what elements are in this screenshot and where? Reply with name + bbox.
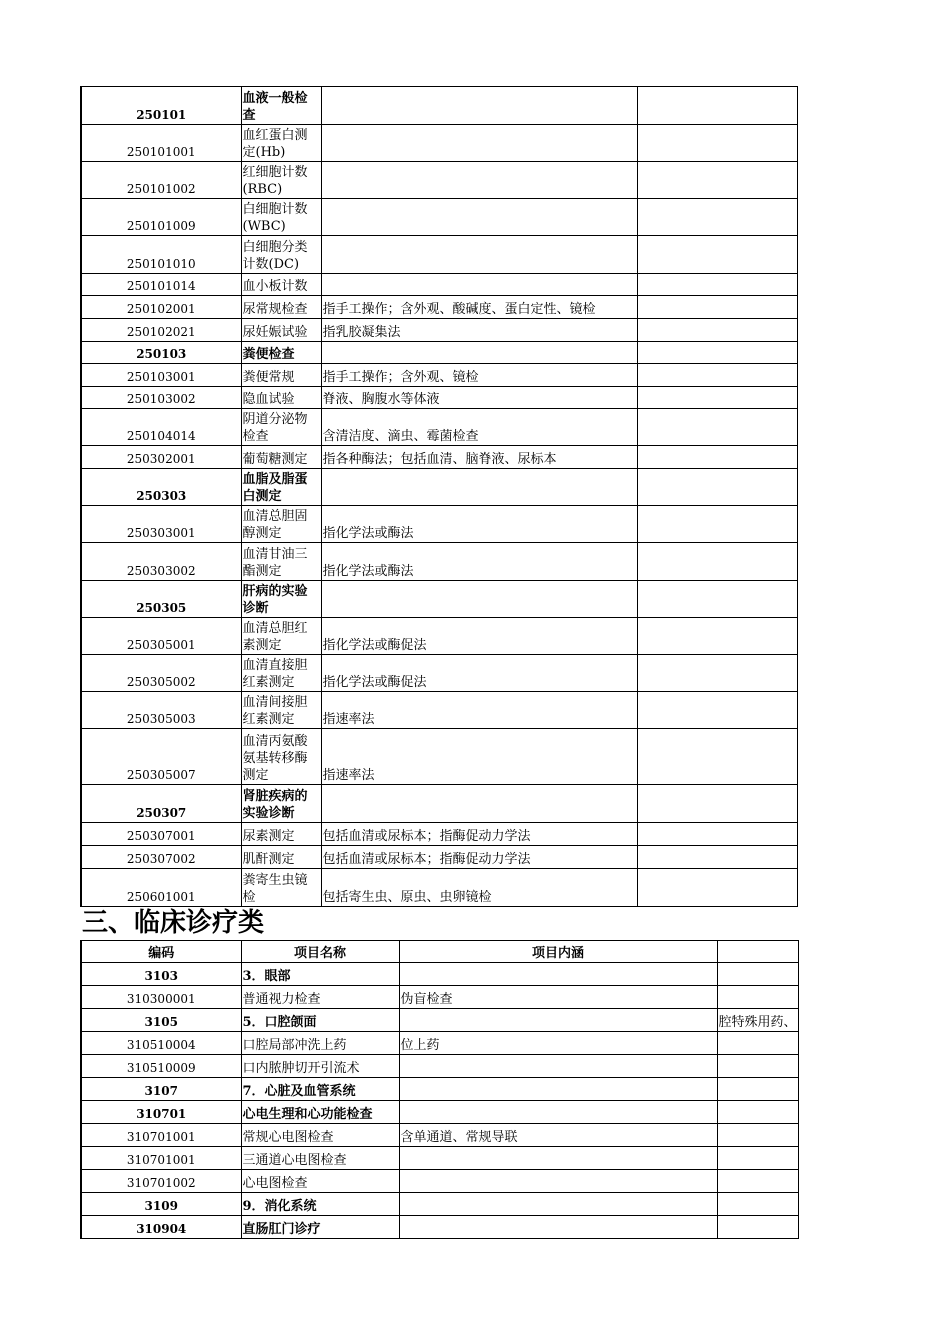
cell-extra <box>637 87 797 125</box>
cell-name: 血清总胆红素测定 <box>241 618 321 655</box>
cell-name: 隐血试验 <box>241 387 321 409</box>
header-extra <box>717 941 798 963</box>
cell-extra: 腔特殊用药、 <box>717 1009 798 1032</box>
cell-content: 指乳胶凝集法 <box>321 319 637 342</box>
section-title: 三、临床诊疗类 <box>82 908 265 938</box>
cell-content: 含单通道、常规导联 <box>399 1124 717 1147</box>
cell-content <box>399 963 717 986</box>
cell-name: 红细胞计数(RBC) <box>241 162 321 199</box>
cell-extra <box>637 729 797 785</box>
cell-code: 310904 <box>81 1216 241 1239</box>
cell-extra <box>637 199 797 236</box>
cell-content <box>399 1009 717 1032</box>
cell-name: 血清直接胆红素测定 <box>241 655 321 692</box>
cell-code: 250101009 <box>81 199 241 236</box>
table-row <box>81 823 797 846</box>
cell-content <box>321 469 637 506</box>
cell-content: 伪盲检查 <box>399 986 717 1009</box>
cell-name: 肝病的实验诊断 <box>241 581 321 618</box>
cell-code: 250601001 <box>81 869 241 907</box>
cell-name: 心电生理和心功能检查 <box>241 1101 399 1124</box>
cell-code: 250101010 <box>81 236 241 274</box>
cell-name: 血清总胆固醇测定 <box>241 506 321 543</box>
cell-content: 指化学法或酶法 <box>321 506 637 543</box>
cell-content <box>321 199 637 236</box>
cell-extra <box>637 236 797 274</box>
header-name: 项目名称 <box>241 941 399 963</box>
cell-extra <box>717 1193 798 1216</box>
cell-extra <box>637 543 797 581</box>
cell-name: 血红蛋白测定(Hb) <box>241 125 321 162</box>
cell-name: 粪便检查 <box>241 342 321 364</box>
cell-content: 指速率法 <box>321 692 637 729</box>
cell-extra <box>637 581 797 618</box>
table-row <box>81 1055 798 1078</box>
cell-content <box>399 1216 717 1239</box>
cell-content <box>321 581 637 618</box>
header-row <box>81 941 798 963</box>
cell-extra <box>717 1032 798 1055</box>
cell-extra <box>637 823 797 846</box>
table-row <box>81 387 797 409</box>
cell-code: 250103001 <box>81 364 241 387</box>
cell-content <box>321 125 637 162</box>
cell-name: 7．心脏及血管系统 <box>241 1078 399 1101</box>
cell-name: 3．眼部 <box>241 963 399 986</box>
table-row <box>81 581 797 618</box>
cell-extra <box>637 409 797 446</box>
cell-code: 3103 <box>81 963 241 986</box>
table-row <box>81 618 797 655</box>
cell-code: 250303 <box>81 469 241 506</box>
cell-code: 250305007 <box>81 729 241 785</box>
cell-code: 250101002 <box>81 162 241 199</box>
cell-code: 250103 <box>81 342 241 364</box>
table-row <box>81 342 797 364</box>
cell-name: 尿妊娠试验 <box>241 319 321 342</box>
table-row <box>81 1216 798 1239</box>
cell-extra <box>637 125 797 162</box>
cell-content: 指速率法 <box>321 729 637 785</box>
cell-name: 常规心电图检查 <box>241 1124 399 1147</box>
cell-extra <box>637 162 797 199</box>
cell-code: 250303002 <box>81 543 241 581</box>
cell-extra <box>717 1124 798 1147</box>
table-row <box>81 1078 798 1101</box>
cell-content <box>321 87 637 125</box>
cell-code: 250307 <box>81 785 241 823</box>
cell-content <box>399 1055 717 1078</box>
table-row <box>81 986 798 1009</box>
cell-name: 肾脏疾病的实验诊断 <box>241 785 321 823</box>
cell-extra <box>637 319 797 342</box>
cell-code: 310510004 <box>81 1032 241 1055</box>
cell-extra <box>637 469 797 506</box>
cell-code: 250102021 <box>81 319 241 342</box>
cell-content: 指化学法或酶促法 <box>321 655 637 692</box>
cell-content: 脊液、胸腹水等体液 <box>321 387 637 409</box>
cell-content: 包括血清或尿标本；指酶促动力学法 <box>321 823 637 846</box>
cell-name: 口腔局部冲洗上药 <box>241 1032 399 1055</box>
table-row <box>81 364 797 387</box>
table-row <box>81 655 797 692</box>
cell-code: 3109 <box>81 1193 241 1216</box>
cell-code: 3105 <box>81 1009 241 1032</box>
cell-extra <box>637 506 797 543</box>
table-row <box>81 543 797 581</box>
cell-code: 310701001 <box>81 1124 241 1147</box>
cell-name: 普通视力检查 <box>241 986 399 1009</box>
cell-content <box>321 274 637 296</box>
table-row <box>81 785 797 823</box>
cell-name: 肌酐测定 <box>241 846 321 869</box>
cell-content <box>399 1193 717 1216</box>
cell-code: 250305 <box>81 581 241 618</box>
cell-name: 9．消化系统 <box>241 1193 399 1216</box>
lab-test-table <box>80 86 798 907</box>
cell-code: 250303001 <box>81 506 241 543</box>
cell-extra <box>637 869 797 907</box>
cell-name: 白细胞计数(WBC) <box>241 199 321 236</box>
cell-name: 心电图检查 <box>241 1170 399 1193</box>
cell-content: 指化学法或酶促法 <box>321 618 637 655</box>
table-row <box>81 1032 798 1055</box>
table-row <box>81 1124 798 1147</box>
cell-extra <box>717 1216 798 1239</box>
table-row <box>81 409 797 446</box>
table-row <box>81 1170 798 1193</box>
cell-name: 三通道心电图检查 <box>241 1147 399 1170</box>
cell-extra <box>637 785 797 823</box>
cell-name: 葡萄糖测定 <box>241 446 321 469</box>
cell-content <box>321 236 637 274</box>
cell-name: 口内脓肿切开引流术 <box>241 1055 399 1078</box>
cell-extra <box>717 1055 798 1078</box>
table-row <box>81 1009 798 1032</box>
cell-content: 包括血清或尿标本；指酶促动力学法 <box>321 846 637 869</box>
cell-code: 250305001 <box>81 618 241 655</box>
cell-code: 250307001 <box>81 823 241 846</box>
cell-name: 阴道分泌物检查 <box>241 409 321 446</box>
cell-extra <box>637 296 797 319</box>
cell-code: 250307002 <box>81 846 241 869</box>
cell-code: 250104014 <box>81 409 241 446</box>
table-row <box>81 274 797 296</box>
cell-extra <box>637 618 797 655</box>
cell-name: 血清间接胆红素测定 <box>241 692 321 729</box>
cell-content: 指化学法或酶法 <box>321 543 637 581</box>
cell-content: 包括寄生虫、原虫、虫卵镜检 <box>321 869 637 907</box>
cell-extra <box>717 1101 798 1124</box>
cell-extra <box>717 986 798 1009</box>
cell-extra <box>637 846 797 869</box>
cell-extra <box>637 364 797 387</box>
cell-code: 310701 <box>81 1101 241 1124</box>
cell-content: 指手工操作；含外观、镜检 <box>321 364 637 387</box>
cell-code: 310510009 <box>81 1055 241 1078</box>
cell-content <box>321 342 637 364</box>
cell-code: 250305003 <box>81 692 241 729</box>
table-row <box>81 125 797 162</box>
cell-name: 尿素测定 <box>241 823 321 846</box>
cell-code: 250101014 <box>81 274 241 296</box>
table-row <box>81 162 797 199</box>
cell-content <box>321 785 637 823</box>
clinical-table <box>80 940 799 1239</box>
cell-name: 血清丙氨酸氨基转移酶测定 <box>241 729 321 785</box>
cell-code: 310701001 <box>81 1147 241 1170</box>
table-row <box>81 506 797 543</box>
cell-code: 250101 <box>81 87 241 125</box>
cell-code: 250302001 <box>81 446 241 469</box>
cell-content <box>321 162 637 199</box>
cell-content: 指手工操作；含外观、酸碱度、蛋白定性、镜检 <box>321 296 637 319</box>
table-row <box>81 1193 798 1216</box>
table-row <box>81 469 797 506</box>
table-row <box>81 236 797 274</box>
header-code: 编码 <box>81 941 241 963</box>
cell-name: 粪便常规 <box>241 364 321 387</box>
cell-extra <box>637 446 797 469</box>
table-row <box>81 963 798 986</box>
cell-code: 250103002 <box>81 387 241 409</box>
cell-content: 含清洁度、滴虫、霉菌检查 <box>321 409 637 446</box>
table-row <box>81 319 797 342</box>
cell-content <box>399 1170 717 1193</box>
cell-name: 血液一般检查 <box>241 87 321 125</box>
cell-name: 尿常规检查 <box>241 296 321 319</box>
cell-name: 5．口腔颌面 <box>241 1009 399 1032</box>
cell-code: 250305002 <box>81 655 241 692</box>
cell-code: 310701002 <box>81 1170 241 1193</box>
cell-name: 血清甘油三酯测定 <box>241 543 321 581</box>
table-row <box>81 729 797 785</box>
cell-extra <box>717 1170 798 1193</box>
cell-name: 血小板计数 <box>241 274 321 296</box>
table-row <box>81 692 797 729</box>
cell-name: 直肠肛门诊疗 <box>241 1216 399 1239</box>
cell-code: 3107 <box>81 1078 241 1101</box>
cell-content <box>399 1101 717 1124</box>
table-row <box>81 446 797 469</box>
table-row <box>81 1101 798 1124</box>
cell-content: 指各种酶法；包括血清、脑脊液、尿标本 <box>321 446 637 469</box>
table-row <box>81 1147 798 1170</box>
table-row <box>81 87 797 125</box>
table-row <box>81 296 797 319</box>
cell-name: 粪寄生虫镜检 <box>241 869 321 907</box>
cell-extra <box>717 1147 798 1170</box>
cell-code: 250102001 <box>81 296 241 319</box>
cell-extra <box>637 274 797 296</box>
cell-content <box>399 1147 717 1170</box>
table-row <box>81 869 797 907</box>
cell-content: 位上药 <box>399 1032 717 1055</box>
cell-extra <box>637 655 797 692</box>
cell-extra <box>637 692 797 729</box>
cell-name: 血脂及脂蛋白测定 <box>241 469 321 506</box>
cell-content <box>399 1078 717 1101</box>
cell-extra <box>637 387 797 409</box>
cell-name: 白细胞分类计数(DC) <box>241 236 321 274</box>
cell-code: 250101001 <box>81 125 241 162</box>
cell-extra <box>717 963 798 986</box>
header-content: 项目内涵 <box>399 941 717 963</box>
table-row <box>81 199 797 236</box>
table-row <box>81 846 797 869</box>
cell-extra <box>637 342 797 364</box>
cell-code: 310300001 <box>81 986 241 1009</box>
cell-extra <box>717 1078 798 1101</box>
